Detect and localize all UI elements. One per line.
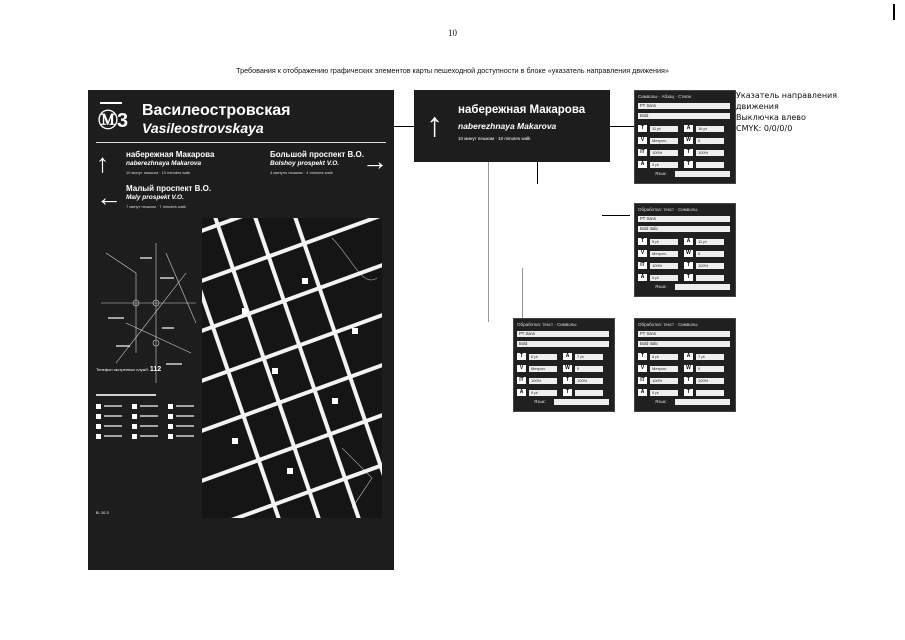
leading-icon: A — [563, 353, 572, 360]
kerning-field[interactable]: Метрич. — [650, 138, 678, 144]
vertical-scale-field[interactable]: 100% — [650, 263, 678, 269]
direction-ru: Малый проспект В.О. — [126, 184, 212, 193]
connector-line — [537, 162, 538, 184]
divider — [96, 142, 386, 143]
font-size-icon: T — [638, 353, 647, 360]
kerning-icon: V — [638, 137, 647, 144]
baseline-field[interactable]: 0 pt — [650, 390, 678, 396]
font-style-field[interactable]: Bold Italic — [638, 226, 730, 232]
font-family-field[interactable]: PT Sans — [517, 331, 609, 337]
page-number: 10 — [448, 28, 457, 38]
tracking-icon: W — [684, 250, 693, 257]
tracking-field[interactable]: 0 — [696, 251, 724, 257]
baseline-icon: A — [638, 161, 647, 168]
vertical-scale-field[interactable]: 100% — [529, 378, 557, 384]
character-panel — [634, 90, 736, 184]
horizontal-scale-field[interactable]: 100% — [575, 378, 603, 384]
language-label: Язык: — [655, 399, 667, 404]
language-field[interactable] — [554, 399, 609, 405]
language-label: Язык: — [655, 284, 667, 289]
connector-line — [394, 126, 414, 127]
metro-scheme-map — [96, 218, 204, 418]
tracking-field[interactable]: 0 — [696, 366, 724, 372]
horizontal-scale-field[interactable]: 100% — [696, 378, 724, 384]
pylon-sign — [88, 90, 394, 570]
horizontal-scale-icon: T — [684, 377, 693, 384]
station-name-ru: Василеостровская — [142, 102, 291, 119]
tracking-field[interactable]: 0 — [575, 366, 603, 372]
direction-lat: Maly prospekt V.O. — [126, 194, 184, 201]
note-line: движения — [736, 102, 779, 111]
font-style-field[interactable]: Bold Italic — [638, 341, 730, 347]
kerning-field[interactable]: Метрич. — [650, 251, 678, 257]
station-name-lat: Vasileostrovskaya — [142, 120, 264, 136]
leading-field[interactable]: 7 pt — [696, 354, 724, 360]
font-style-field[interactable]: Bold — [638, 113, 730, 119]
vertical-scale-icon: IT — [638, 262, 647, 269]
language-label: Язык: — [655, 171, 667, 176]
horizontal-scale-icon: T — [563, 377, 572, 384]
font-family-field[interactable]: PT Sans — [638, 216, 730, 222]
arrow-up-icon: ↑ — [96, 148, 109, 178]
arrow-up-icon: ↑ — [426, 106, 443, 144]
leading-field[interactable]: 11 pt — [696, 239, 724, 245]
language-label: Язык: — [534, 399, 546, 404]
baseline-icon: A — [517, 389, 526, 396]
sign-title-ru: набережная Макарова — [458, 104, 586, 116]
font-size-field[interactable]: 11 pt — [650, 126, 678, 132]
font-family-field[interactable]: PT Sans — [638, 331, 730, 337]
direction-sign — [414, 90, 610, 162]
leading-field[interactable]: 7 pt — [575, 354, 603, 360]
skew-icon: T — [684, 389, 693, 396]
horizontal-scale-icon: T — [684, 149, 693, 156]
direction-time: 7 минут пешком · 7 minutes walk — [126, 204, 186, 209]
direction-time: 4 минуты пешком · 4 minutes walk — [270, 170, 333, 175]
skew-field[interactable] — [696, 390, 724, 396]
panel-tabs: Обработка: текст · Символы — [517, 322, 577, 327]
vertical-scale-field[interactable]: 100% — [650, 150, 678, 156]
skew-icon: T — [684, 161, 693, 168]
arrow-left-icon: ← — [96, 182, 122, 212]
horizontal-scale-icon: T — [684, 262, 693, 269]
page-edge-mark — [893, 4, 895, 20]
note-line: CMYK: 0/0/0/0 — [736, 124, 793, 133]
direction-ru: Большой проспект В.О. — [270, 150, 364, 159]
language-field[interactable] — [675, 171, 730, 177]
horizontal-scale-field[interactable]: 100% — [696, 150, 724, 156]
skew-field[interactable] — [696, 275, 724, 281]
font-size-field[interactable]: 9 pt — [650, 239, 678, 245]
skew-icon: T — [563, 389, 572, 396]
sign-time: 10 минут пешком · 10 minutes walk — [458, 136, 531, 141]
leading-field[interactable]: 16 pt — [696, 126, 724, 132]
connector-line — [522, 268, 523, 318]
skew-field[interactable] — [696, 162, 724, 168]
note-line: Указатель направления — [736, 91, 838, 100]
tracking-icon: W — [684, 137, 693, 144]
panel-tabs: Символы · Абзац · Стили — [638, 94, 692, 99]
vertical-scale-icon: IT — [517, 377, 526, 384]
connector-line — [602, 215, 630, 216]
kerning-icon: V — [638, 250, 647, 257]
page-heading: Требования к отображению графических элементов карты пешеходной доступности в блоке «указатель направления движения» — [236, 66, 669, 75]
kerning-field[interactable]: Метрич. — [529, 366, 557, 372]
connector-line — [606, 126, 634, 127]
direction-lat: naberezhnaya Makarova — [126, 160, 202, 167]
character-panel — [634, 318, 736, 412]
baseline-field[interactable]: 0 pt — [650, 162, 678, 168]
skew-field[interactable] — [575, 390, 603, 396]
font-size-field[interactable]: 6 pt — [650, 354, 678, 360]
leading-icon: A — [684, 125, 693, 132]
font-family-field[interactable]: PT Sans — [638, 103, 730, 109]
font-size-icon: T — [638, 125, 647, 132]
spec-note — [736, 90, 837, 134]
panel-tabs: Обработка: текст · Символы — [638, 207, 698, 212]
leading-icon: A — [684, 353, 693, 360]
kerning-icon: V — [517, 365, 526, 372]
info-line: Телефон экстренных служб: 112 — [96, 366, 162, 373]
connector-line — [488, 162, 489, 322]
character-panel — [513, 318, 615, 412]
note-line: Выключка влево — [736, 113, 806, 122]
panel-tabs: Обработка: текст · Символы — [638, 322, 698, 327]
pedestrian-map — [202, 218, 382, 518]
tracking-icon: W — [684, 365, 693, 372]
language-field[interactable] — [675, 399, 730, 405]
arrow-right-icon: → — [362, 146, 388, 176]
font-size-icon: T — [638, 238, 647, 245]
footer-code: В: 10.3 — [96, 510, 109, 515]
font-style-field[interactable]: Bold — [517, 341, 609, 347]
skew-icon: T — [684, 274, 693, 281]
tracking-field[interactable]: 0 — [696, 138, 724, 144]
metro-logo: Ⓜ3 — [98, 104, 127, 133]
vertical-scale-icon: IT — [638, 149, 647, 156]
vertical-scale-icon: IT — [638, 377, 647, 384]
direction-time: 10 минут пешком · 10 minutes walk — [126, 170, 191, 175]
baseline-icon: A — [638, 389, 647, 396]
direction-lat: Bolshoy prospekt V.O. — [270, 160, 340, 167]
baseline-icon: A — [638, 274, 647, 281]
vertical-scale-field[interactable]: 100% — [650, 378, 678, 384]
baseline-field[interactable]: 0 pt — [650, 275, 678, 281]
character-panel — [634, 203, 736, 297]
baseline-field[interactable]: 0 pt — [529, 390, 557, 396]
language-field[interactable] — [675, 284, 730, 290]
sign-title-lat: naberezhnaya Makarova — [458, 121, 557, 131]
kerning-field[interactable]: Метрич. — [650, 366, 678, 372]
tracking-icon: W — [563, 365, 572, 372]
font-size-icon: T — [517, 353, 526, 360]
horizontal-scale-field[interactable]: 100% — [696, 263, 724, 269]
font-size-field[interactable]: 6 pt — [529, 354, 557, 360]
leading-icon: A — [684, 238, 693, 245]
kerning-icon: V — [638, 365, 647, 372]
direction-ru: набережная Макарова — [126, 150, 215, 159]
map-legend — [96, 394, 202, 514]
